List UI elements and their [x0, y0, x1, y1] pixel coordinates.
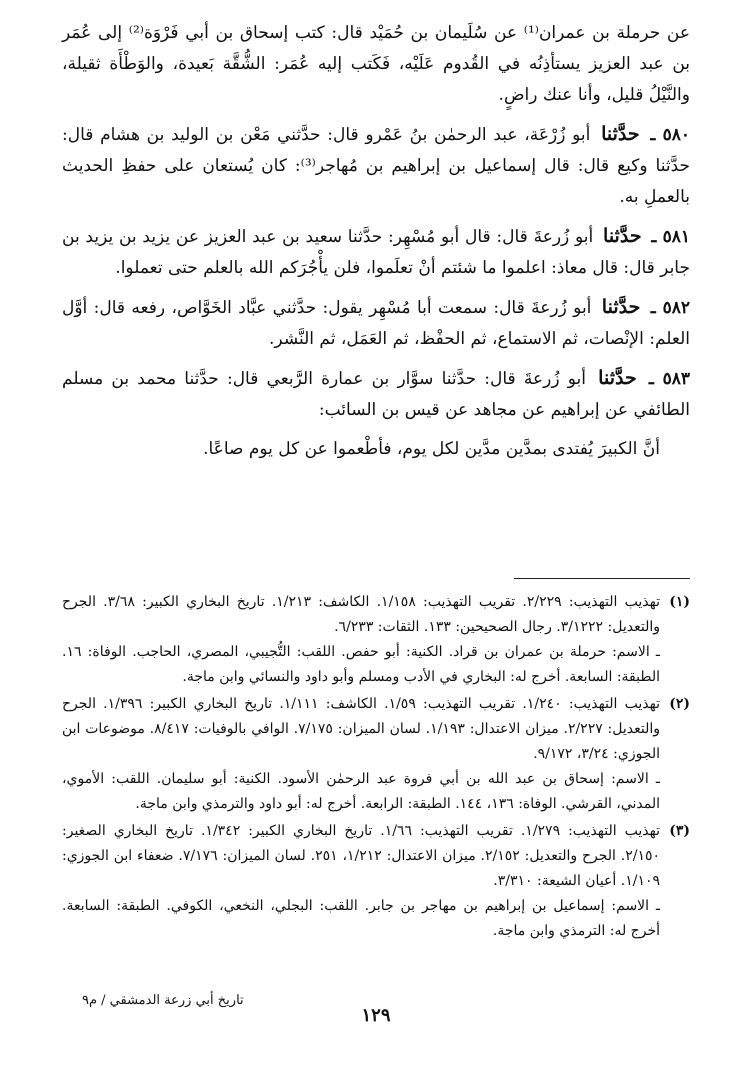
hadith-opener: حدَّثنا [603, 225, 642, 247]
hadith-number: ٥٨٠ ـ [650, 125, 690, 145]
footnote-mark: (٣) [669, 823, 690, 839]
hadith-number: ٥٨١ ـ [651, 227, 690, 247]
hadith-opener: حدَّثنا [601, 296, 641, 318]
hadith-text: أبو زُرعةَ قال: حدَّثنا سوَّار بن عمارة الرَّبعي قال: حدَّثنا محمد بن مسلم الطائفي عن إبراهيم عن مجاهد عن قيس بن السائب: [62, 369, 690, 420]
footnote-line: تهذيب التهذيب: ١/٢٧٩. تقريب التهذيب: ١/٦٦. تاريخ البخاري الكبير: ١/٣٤٢. تاريخ البخاري الصغير: ٢/١٥٠. الجرح والتعديل: ٢/١٥٢. ميزان الاعتدال: ١/٢١٢، ٢٥١. لسان الميزان: ٧/١٧٦. ضعفاء ابن الجوزي: ١/١٠٩. أعيان الشيعة: ٣/٣١٠. [62, 823, 661, 889]
footnote-line: تهذيب التهذيب: ١/٢٤٠. تقريب التهذيب: ١/٥٩. الكاشف: ١/١١١. تاريخ البخاري الكبير: ١/٣٩٦. الجرح والتعديل: ٢/٢٢٧. ميزان الاعتدال: ١/١٩٣. لسان الميزان: ٧/١٧٥. الوافي بالوفيات: ٨/٤١٧. موضوعات ابن الجوزي: ٣/٢٤، ٩/١٧٢. [62, 696, 660, 762]
footnote-line: ـ الاسم: إسماعيل بن إبراهيم بن مهاجر بن جابر. اللقب: البجلي، النخعي، الكوفي. الطبقة: السابعة. أخرج له: الترمذي وابن ماجة. [62, 898, 660, 939]
footnote-3 [62, 819, 690, 944]
footnote-line: تهذيب التهذيب: ٢/٢٢٩. تقريب التهذيب: ١/١٥٨. الكاشف: ١/٢١٣. تاريخ البخاري الكبير: ٣/٦٨. الجرح والتعديل: ٣/١٢٢٢. رجال الصحيحين: ١٣٣. الثقات: ٦/٢٣٣. [62, 594, 660, 635]
page-number: ١٢٩ [361, 1005, 391, 1026]
hadith-number: ٥٨٢ ـ [650, 298, 691, 318]
paragraph-continuation: عن حرملة بن عمران⁽¹⁾ عن سُلَيمان بن حُمَيْد قال: كتب إسحاق بن أبي فَرْوَة⁽²⁾ إلى عُمَر بن عبد العزيز يستأذِنُه في القُدوم عَلَيْه، فَكَتب إليه عُمَر: الشُّقَّة بَعيدة، والوَطْأَة ثقيلة، والنَّيْلُ قليل، وأنا عنك راضٍ. [62, 23, 690, 105]
hadith-text: أبو زُرعةَ قال: قال أبو مُسْهِر: حدَّثنا سعيد بن عبد العزيز عن يزيد بن يزيد بن جابر قال: قال معاذ: اعلموا ما شئتم أنْ تعلَموا، فلن يأْجُرَكم الله بالعلم حتى تعملوا. [62, 227, 690, 278]
footnote-1 [62, 590, 690, 690]
hadith-text: أبو زُرعةَ قال: سمعت أبا مُسْهِر يقول: حدَّثني عبَّاد الخَوَّاص، رفعه قال: أوَّل العلم: الإنْصات، ثم الاستماع، ثم الحفْظ، ثم العَمَل، ثم النَّشر. [62, 298, 690, 349]
page-footer [62, 993, 690, 1035]
footnote-line: ـ الاسم: إسحاق بن عبد الله بن أبي فروة عبد الرحمٰن الأسود. الكنية: أبو سليمان. اللقب: الأموي، المدني، القرشي. الوفاة: ١٣٦، ١٤٤. الطبقة: الرابعة. أخرج له: أبو داود والترمذي وابن ماجة. [62, 771, 660, 812]
footnote-separator [514, 578, 690, 579]
hadith-582 [62, 292, 690, 355]
hadith-quote: أنَّ الكبيرَ يُفتدى بمدَّين مدَّين لكل يوم، فأطْعموا عن كل يوم صاعًا. [203, 439, 660, 459]
hadith-583 [62, 363, 690, 426]
hadith-number: ٥٨٣ ـ [648, 369, 691, 389]
footnote-2 [62, 692, 690, 817]
running-head: تاريخ أبي زرعة الدمشقي / م٩ [82, 993, 244, 1008]
footnotes [62, 590, 690, 946]
footnote-mark: (١) [669, 594, 690, 610]
hadith-text: أبو زُرْعَة، عبد الرحمٰن بنُ عَمْرو قال: حدَّثني مَعْن بن الوليد بن هشام قال: حدَّثنا وكيع قال: قال إسماعيل بن إبراهيم بن مُهاجر⁽³⁾: كان يُستعان على حفظِ الحديث بالعملِ به. [62, 125, 690, 207]
hadith-580 [62, 119, 690, 213]
hadith-opener: حدَّثنا [601, 123, 640, 145]
footnote-line: ـ الاسم: حرملة بن عمران بن قراد. الكنية: أبو حفص. اللقب: التُّجيبي، المصري، الحاجب. الوفاة: ١٦. الطبقة: السابعة. أخرج له: البخاري في الأدب ومسلم وأبو داود والنسائي وابن ماجة. [62, 644, 660, 685]
footnote-mark: (٢) [669, 696, 690, 712]
hadith-581 [62, 221, 690, 284]
hadith-opener: حدَّثنا [598, 367, 637, 389]
main-text [62, 18, 690, 473]
